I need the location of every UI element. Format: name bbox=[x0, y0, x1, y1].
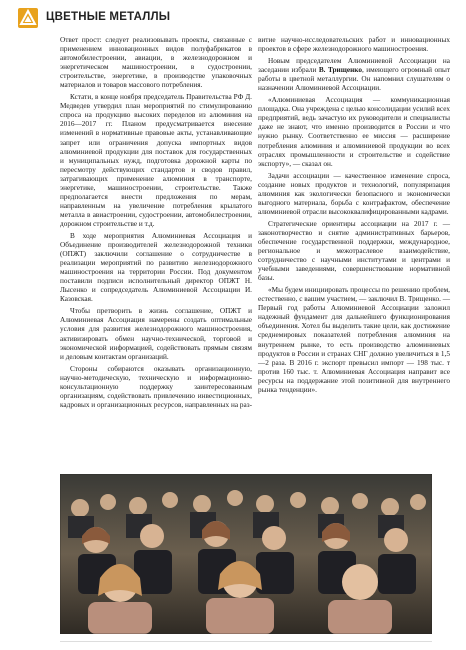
paragraph: Чтобы претворить в жизнь соглашение, ОПЖТ и Алюминиевая Ассоциация намерены создать оптимальные условия для развития железнодорожного машиностроения, активизировать обмен научно-технической, торговой и экономической информацией, содействовать прямым связям и деловым контактам организаций. bbox=[60, 307, 252, 361]
paragraph-text: , имеющего огромный опыт работы в цветной металлургии. Он напомнил слушателям о назначении Алюминиевой Ассоциации. bbox=[258, 66, 450, 93]
paragraph: Стратегические ориентиры ассоциации на 2017 г. — законотворчество и снятие административных барьеров, обеспечение государственной поддержки, международное, региональное и межотраслевое взаимодействие, сотрудничество с научными институтами и центрами и учебными заведениями, совершенствование нормативной базы. bbox=[258, 219, 450, 283]
paragraph: «Мы будем инициировать процессы по решению проблем, естественно, с вашим участием, — заключил В. Трищенко. — Первый год работы Алюминиевой Ассоциации заложил надежный фундамент для дальнейшего функционирования объединения. Хотел бы выделить такие цели, как достижение среднемировых показателей потребления алюминия на внутреннем рынке, то есть производство алюминиевых продуктов в России и странах СНГ должно увеличиться в 1,5—2 раза. В 2016 г. экспорт превысил импорт — 198 тыс. т против 160 тыс. т. Алюминиевая Ассоциация направит все ресурсы на поддержание этой позитивной для внутреннего рынка тенденции». bbox=[258, 286, 450, 394]
section-title: ЦВЕТНЫЕ МЕТАЛЛЫ bbox=[46, 11, 171, 23]
paragraph bbox=[258, 57, 450, 93]
left-column bbox=[60, 36, 252, 413]
divider bbox=[60, 641, 432, 642]
paragraph: Задачи ассоциации — качественное изменение спроса, создание новых продуктов и технологий, популяризация алюминия как экологически безопасного и экономически выгодного материала, борьба с контрафактом, обеспечение алюминиевой отрасли высококвалифицированными кадрами. bbox=[258, 171, 450, 216]
paragraph: Кстати, в конце ноября председатель Правительства РФ Д. Медведев утвердил план мероприятий по стимулированию спроса на продукцию высоких переделов из алюминия на 2016—2017 гг. Планом предусматривается внесение изменений в нормативные правовые акты, устанавливающие запрет или ограничения допуска импортных видов алюминиевой продукции для поставок для государственных и муниципальных нужд, подготовка дорожной карты по пересмотру действующих стандартов и сводов правил, затрагивающих применение алюминия в транспорте, энергетике, машиностроении, строительстве. Также предполагается внести предложения по мерам, направленным на увеличение потребления крылатого металла в авиастроении, судостроении, автомобилестроении, дорожном строительстве и т.д. bbox=[60, 93, 252, 228]
page-header bbox=[0, 0, 466, 38]
paragraph: «Алюминиевая Ассоциация — коммуникационная площадка. Она учреждена с целью консолидации усилий всех предприятий, ведь зачастую их руководители и специалисты даже не знают, что именно производится в России и что нужно рынку. Соответственно ее миссия — расширение потребления алюминия и алюминиевой продукции во всех отраслях промышленности и строительстве и содействие экспорту», — сказал он. bbox=[258, 96, 450, 168]
conference-audience-photo bbox=[60, 474, 432, 634]
paragraph-text: Новым председателем Алюминиевой Ассоциации на заседании избрали bbox=[258, 57, 450, 75]
right-column bbox=[258, 36, 450, 398]
paragraph: Ответ прост: следует реализовывать проекты, связанные с применением инновационных видов полуфабрикатов в автомобилестроении, авиации, в железнодорожном и энергетическом машиностроении, в судостроении, строительстве, энергетике, в производстве упаковочных материалов и товаров массового потребления. bbox=[60, 36, 252, 90]
paragraph: витие научно-исследовательских работ и инновационных проектов в сфере железнодорожного машиностроения. bbox=[258, 36, 450, 54]
paragraph: Стороны собираются оказывать организационную, научно-методическую, техническую и информационно-консультационную поддержку заинтересованным организациям, содействовать привлечению инвестиционных, кадровых и организационных ресурсов, направленных на раз- bbox=[60, 364, 253, 409]
brand-logo-icon bbox=[18, 8, 38, 28]
person-name: В. Трищенко bbox=[318, 66, 362, 75]
paragraph: В ходе мероприятия Алюминиевая Ассоциация и Объединение производителей железнодорожной техники (ОПЖТ) заключили соглашение о сотрудничестве в реализации мероприятий по развитию железнодорожного машиностроения на территории России. Под документом поставили подписи исполнительный директор ОПЖТ Н. Лысенко и сопредседатель Алюминиевой Ассоциации И. Казовская. bbox=[60, 231, 252, 304]
